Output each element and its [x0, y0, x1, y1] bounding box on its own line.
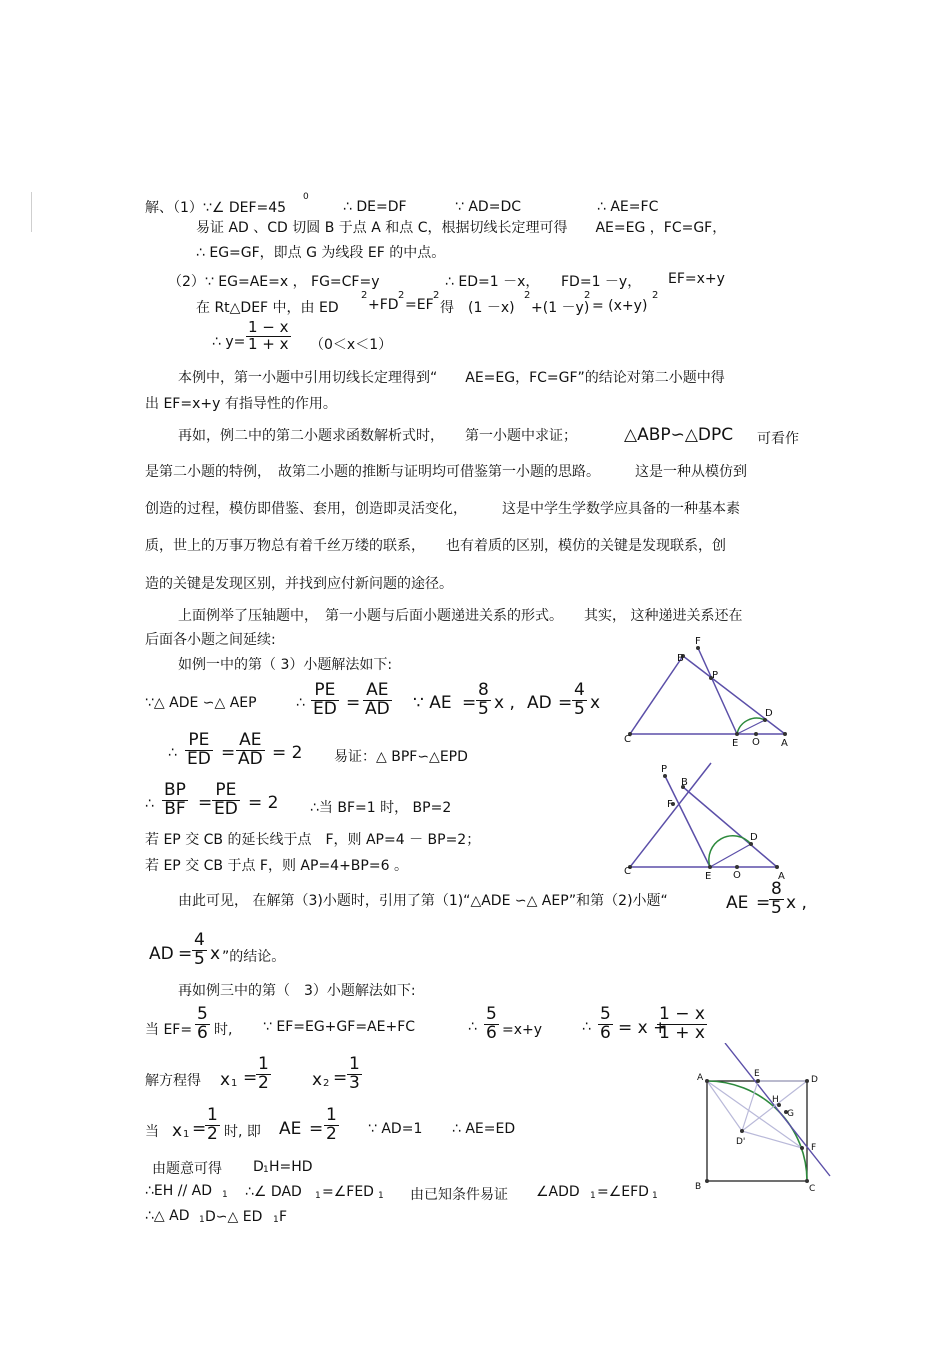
fig1-label-b: B: [677, 653, 684, 664]
p5-l3-a: ∴EH // AD: [145, 1183, 212, 1199]
p4-l6a: 由此可见， 在解第（3)小题时，引用了第（1)“△ADE ∽△ AEP”和第（2)小题“: [178, 893, 668, 909]
p4-m1-similar: ∵△ ADE ∽△ AEP: [145, 695, 257, 711]
fig1-line-fe: [698, 648, 737, 734]
p1-l1-a: 解、（1）∵∠ DEF=45: [145, 200, 287, 216]
p2-l1: 本例中，第一小题中引用切线长定理得到“ AE=EG，FC=GF”的结论对第二小题中得: [178, 370, 725, 386]
p5-l3-sub5: 1: [652, 1191, 658, 1201]
fig3-label-e: E: [754, 1069, 760, 1079]
p4-l3: 如例一中的第（ 3）小题解法如下:: [178, 657, 393, 673]
p3-l2: 是第二小题的特例， 故第二小题的推断与证明均可借鉴第一小题的思路。 这是一种从模仿到: [145, 464, 747, 480]
p5-l3-d: 由已知条件易证: [410, 1187, 508, 1203]
p5-l4-a: ∴△ AD: [145, 1208, 190, 1224]
p4-m1-x1: x ,: [494, 693, 515, 713]
p5-m2-x1-sub: 1: [231, 1078, 238, 1089]
p5-m2-x2-sub: 2: [323, 1078, 330, 1089]
p5-l3-f: =∠EFD: [597, 1184, 649, 1200]
p5-l3-sub4: 1: [590, 1191, 596, 1201]
p5-m3-aeed: ∴ AE=ED: [452, 1121, 516, 1137]
frac-4-5-b: $\frac{4}{5}$: [194, 930, 205, 969]
p5-m2-solve: 解方程得: [145, 1073, 201, 1089]
frac-8-5: $\frac{8}{5}$: [478, 680, 489, 719]
frac-bp-bf: $\frac{BP}{BF}$: [164, 780, 186, 819]
p1-l5-sup2: 2: [398, 290, 405, 301]
p5-l2-a: 由题意可得: [152, 1161, 222, 1177]
fig2-line-cb: [630, 763, 711, 867]
p5-l1: 再如例三中的第（ 3）小题解法如下:: [178, 983, 416, 999]
frac-1-2-b: $\frac{1}{2}$: [207, 1105, 218, 1144]
p1-l6-a: ∴ y=: [212, 334, 246, 350]
p5-l4-c: F: [279, 1209, 288, 1225]
p5-m3-x1: x: [172, 1121, 183, 1141]
p5-m2-eq2: =: [333, 1068, 348, 1088]
frac-ae-ad: $\frac{AE}{AD}$: [365, 680, 390, 719]
p5-m1-xy: =x+y: [502, 1022, 543, 1038]
p1-l5-b: +FD: [368, 297, 399, 313]
fig3-label-b: B: [695, 1182, 702, 1192]
p5-l3-sub2: 1: [315, 1191, 321, 1201]
fig1-label-f: F: [695, 636, 701, 647]
frac-4-5: $\frac{4}{5}$: [574, 680, 585, 719]
fig1-label-p: P: [712, 670, 719, 681]
fig2-line-ed: [710, 844, 751, 867]
frac-8-5-b: $\frac{8}{5}$: [771, 879, 782, 918]
p5-m3-when: 当: [145, 1124, 159, 1140]
p4-m3-when: ∴当 BF=1 时， BP=2: [310, 800, 452, 816]
frac-5-6-b: $\frac{5}{6}$: [486, 1004, 497, 1043]
frac-pe-ed-3: $\frac{PE}{ED}$: [214, 780, 238, 819]
frac-5-6-a: $\frac{5}{6}$: [197, 1004, 208, 1043]
p1-l4-c: FD=1 －y，: [561, 274, 642, 290]
p5-m2-x1: x: [220, 1070, 231, 1090]
p1-l4-a: （2）∵ EG=AE=x ， FG=CF=y: [168, 274, 380, 290]
p4-m2-therefore: ∴: [168, 745, 177, 761]
p1-l5-e: +(1 －y): [531, 300, 590, 316]
figure-3-square: [690, 1043, 835, 1198]
p1-l5-sup3: 2: [433, 290, 440, 301]
p1-l1-c: ∵ AD=DC: [455, 199, 522, 215]
p3-l1b: △ABP∽△DPC: [624, 425, 734, 445]
p1-l5-c: =EF: [405, 297, 434, 313]
figure-1-triangle: [615, 630, 800, 755]
p3-l1c: 可看作: [757, 431, 799, 447]
p1-l5-d: 得 (1 －x): [440, 300, 515, 316]
p5-l2-sub: 1: [263, 1165, 269, 1175]
p5-l4-sub1: 1: [199, 1215, 205, 1225]
p5-m1-ef: ∵ EF=EG+GF=AE+FC: [263, 1019, 416, 1035]
p4-m1-eq1: =: [346, 693, 361, 713]
p5-l3-sub3: 1: [378, 1191, 384, 1201]
fig2-label-e: E: [705, 871, 712, 882]
p5-m1-when: 当 EF=: [145, 1022, 193, 1038]
frac-ae-ad-2: $\frac{AE}{AD}$: [238, 730, 263, 769]
p4-l5: 若 EP 交 CB 于点 F，则 AP=4+BP=6 。: [145, 858, 408, 874]
p3-l5: 造的关键是发现区别，并找到应付新问题的途径。: [145, 576, 453, 592]
p3-l3: 创造的过程，模仿即借鉴、套用，创造即灵活变化， 这是中学生学数学应具备的一种基本素: [145, 501, 740, 517]
p5-m3-eq2: =: [309, 1119, 324, 1139]
p1-l5-sup6: 2: [652, 290, 659, 301]
p1-l1-sup: 0: [303, 192, 309, 202]
p1-l4-b: ∴ ED=1 －x，: [445, 274, 540, 290]
p5-m3-x1-sub: 1: [183, 1129, 190, 1140]
frac-pe-ed-2: $\frac{PE}{ED}$: [187, 730, 211, 769]
p1-l4-d: EF=x+y: [668, 271, 725, 287]
frac-1-2-c: $\frac{1}{2}$: [326, 1105, 337, 1144]
fig2-label-f: F: [667, 799, 673, 810]
p1-l5-sup5: 2: [584, 290, 591, 301]
p1-l2: 易证 AD 、CD 切圆 B 于点 A 和点 C，根据切线长定理可得 AE=EG ，FC=GF，: [196, 220, 727, 236]
fig1-line-ed: [737, 720, 765, 734]
frac-1-2-a: $\frac{1}{2}$: [258, 1054, 269, 1093]
p4-l6b-eq: =: [756, 893, 771, 913]
p4-m1-eq3: =: [558, 693, 573, 713]
fig3-label-g: G: [787, 1109, 794, 1119]
fig3-label-f: F: [811, 1143, 817, 1153]
p5-l2-b: H=HD: [269, 1159, 313, 1175]
p4-l4: 若 EP 交 CB 的延长线于点 F，则 AP=4 － BP=2；: [145, 832, 481, 848]
p5-m3-ad1: ∵ AD=1: [368, 1121, 423, 1137]
p4-m1-eq2: =: [462, 693, 477, 713]
p5-m2-eq1: =: [243, 1068, 258, 1088]
p5-m1-therefore2: ∴: [582, 1019, 591, 1035]
p1-l5-a: 在 Rt△DEF 中，由 ED: [196, 300, 339, 316]
fig1-line-fa: [683, 656, 785, 734]
fig3-label-h: H: [772, 1095, 779, 1105]
p5-l3-c: =∠FED: [322, 1184, 374, 1200]
p4-l2: 后面各小题之间延续:: [145, 632, 276, 648]
fig3-square: [707, 1081, 807, 1181]
p5-l3-e: ∠ADD: [536, 1184, 580, 1200]
p1-l5-sup1: 2: [361, 290, 368, 301]
fig1-line-cb: [630, 656, 683, 734]
p4-l6b-x: x ,: [786, 893, 807, 913]
p3-l4: 质，世上的万事万物总有着千丝万缕的联系， 也有着质的区别，模仿的关键是发现联系，创: [145, 538, 726, 554]
p4-l1: 上面例举了压轴题中， 第一小题与后面小题递进关系的形式。 其实， 这种递进关系还在: [178, 608, 743, 624]
p5-m2-x2: x: [312, 1070, 323, 1090]
fig2-label-b: B: [681, 777, 688, 788]
p4-l7-ad: AD: [149, 944, 174, 964]
p3-l1a: 再如，例二中的第二小题求函数解析式时， 第一小题中求证；: [178, 428, 577, 444]
fig2-line-ba: [683, 787, 777, 867]
fig3-label-a: A: [697, 1073, 704, 1083]
p4-l7-tail: ”的结论。: [222, 949, 286, 965]
p4-m3-eq1: =: [198, 793, 213, 813]
p2-l2: 出 EF=x+y 有指导性的作用。: [145, 396, 337, 412]
p4-m3-eq2: = 2: [248, 793, 279, 813]
p4-m2-easy: 易证：△ BPF∽△EPD: [334, 749, 468, 765]
frac-pe-ed: $\frac{PE}{ED}$: [313, 680, 337, 719]
p5-l3-sub1: 1: [222, 1190, 228, 1200]
fraction-1mx-1px: $\frac{1 - x}{1 + x}$: [248, 318, 289, 353]
fig2-label-p: P: [661, 764, 668, 775]
frac-1mx-1px-b: $\frac{1 - x}{1 + x}$: [659, 1004, 705, 1043]
p4-m2-eq1: =: [221, 743, 236, 763]
p5-m1-x: = x +: [618, 1018, 668, 1038]
figure-2-triangle: [615, 760, 800, 885]
p4-l7-eq: =: [178, 944, 193, 964]
fig2-label-o: O: [733, 870, 741, 881]
fig2-line-pe: [665, 776, 710, 867]
fig3-arc: [707, 1081, 807, 1181]
p1-l5-f: = (x+y): [592, 298, 648, 314]
p5-m3-ae: AE: [279, 1119, 302, 1139]
p1-l1-d: ∴ AE=FC: [597, 199, 659, 215]
p5-l2-d: D: [253, 1159, 264, 1175]
p1-l5-sup4: 2: [524, 290, 531, 301]
p4-m1-ae: ∵ AE: [413, 693, 452, 713]
fig1-label-d: D: [765, 708, 773, 719]
p4-m1-x2: x: [590, 693, 601, 713]
fig3-label-d1: D': [736, 1137, 746, 1147]
fig3-label-d: D: [811, 1075, 818, 1085]
p1-l1-b: ∴ DE=DF: [343, 199, 407, 215]
fig2-label-d: D: [750, 832, 758, 843]
p5-m3-ie: 时, 即: [224, 1124, 261, 1140]
p5-l3-b: ∴∠ DAD: [245, 1184, 302, 1200]
p5-m3-eq1: =: [192, 1119, 207, 1139]
p1-l6-domain: （0＜x＜1）: [310, 337, 393, 353]
p4-m3-therefore: ∴: [145, 796, 154, 812]
p4-l7-x: x: [210, 944, 221, 964]
fig2-label-c: C: [624, 866, 631, 877]
fig3-line-tangent: [725, 1043, 830, 1176]
fig1-label-e: E: [732, 738, 739, 749]
frac-1-3: $\frac{1}{3}$: [349, 1054, 360, 1093]
p4-m1-ad: AD: [527, 693, 552, 713]
fig1-label-c: C: [624, 734, 631, 745]
margin-mark: [31, 192, 32, 232]
fig1-label-o: O: [752, 737, 760, 748]
frac-5-6-c: $\frac{5}{6}$: [600, 1004, 611, 1043]
fig3-label-c: C: [809, 1184, 816, 1194]
p5-m1-shi: 时,: [214, 1022, 233, 1038]
fig2-label-a: A: [778, 871, 785, 882]
p5-m1-therefore1: ∴: [468, 1019, 477, 1035]
p5-l4-sub2: 1: [273, 1215, 279, 1225]
fig1-label-a: A: [781, 738, 788, 749]
p4-m2-eq2: = 2: [272, 743, 303, 763]
p4-l6b-ae: AE: [726, 893, 749, 913]
p4-m1-therefore: ∴: [296, 695, 305, 711]
p5-l4-b: D∽△ ED: [205, 1209, 263, 1225]
p1-l3: ∴ EG=GF，即点 G 为线段 EF 的中点。: [196, 245, 446, 261]
